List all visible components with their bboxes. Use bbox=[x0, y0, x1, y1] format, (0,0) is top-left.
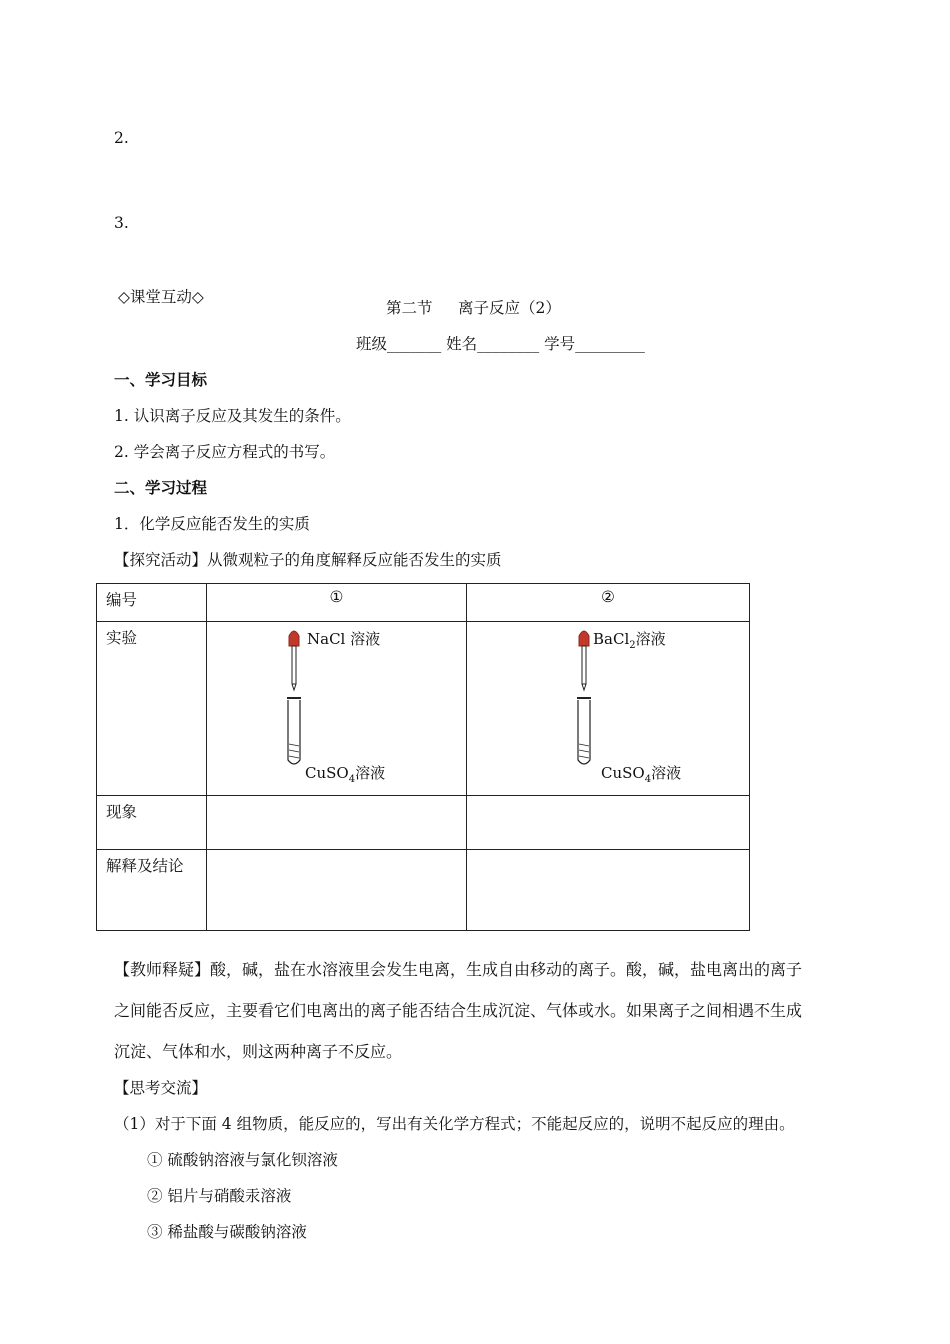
conclusion-1-cell bbox=[207, 850, 467, 931]
part2-subheading: 1．化学反应能否发生的实质 bbox=[114, 515, 310, 533]
activity-heading: 【探究活动】从微观粒子的角度解释反应能否发生的实质 bbox=[114, 551, 502, 569]
col-number-1: ① bbox=[207, 584, 467, 622]
student-info: 班级_______ 姓名________ 学号_________ bbox=[356, 335, 645, 353]
row-label-experiment: 实验 bbox=[97, 622, 207, 796]
phenomenon-1-cell bbox=[207, 796, 467, 850]
table-row bbox=[97, 622, 750, 796]
teacher-note-line-2: 之间能否反应，主要看它们电离出的离子能否结合生成沉淀、气体或水。如果离子之间相遇不生成 bbox=[114, 1001, 803, 1020]
experiment-2-cell bbox=[467, 622, 750, 796]
table-row bbox=[97, 850, 750, 931]
think-item-3: ③ 稀盐酸与碳酸钠溶液 bbox=[147, 1223, 307, 1241]
row-label-phenomenon: 现象 bbox=[97, 796, 207, 850]
section-marker: ◇课堂互动◇ bbox=[118, 288, 204, 306]
part2-heading: 二、学习过程 bbox=[114, 478, 208, 497]
page-title: 离子反应（2） bbox=[458, 299, 561, 317]
row-label-number: 编号 bbox=[97, 584, 207, 622]
think-item-2: ② 铝片与硝酸汞溶液 bbox=[147, 1187, 292, 1205]
table-row bbox=[97, 584, 750, 622]
phenomenon-2-cell bbox=[467, 796, 750, 850]
dropper-label-2: BaCl$_2$溶液 bbox=[593, 630, 666, 651]
think-heading: 【思考交流】 bbox=[114, 1079, 208, 1097]
teacher-note-line-3: 沉淀、气体和水，则这两种离子不反应。 bbox=[114, 1042, 403, 1061]
dropper-label-1: NaCl 溶液 bbox=[307, 630, 381, 648]
tube-label-1: CuSO$_4$溶液 bbox=[305, 764, 386, 785]
part1-heading: 一、学习目标 bbox=[114, 370, 208, 389]
col-number-2: ② bbox=[467, 584, 750, 622]
goal-item-1: 1. 认识离子反应及其发生的条件。 bbox=[114, 407, 351, 425]
think-item-1: ① 硫酸钠溶液与氯化钡溶液 bbox=[147, 1151, 338, 1169]
tube-label-2: CuSO$_4$溶液 bbox=[601, 764, 682, 785]
experiment-1-cell bbox=[207, 622, 467, 796]
section-number: 第二节 bbox=[386, 299, 433, 317]
table-row bbox=[97, 796, 750, 850]
dropper-and-tube-icon bbox=[279, 624, 309, 774]
conclusion-2-cell bbox=[467, 850, 750, 931]
goal-item-2: 2. 学会离子反应方程式的书写。 bbox=[114, 443, 336, 461]
experiment-table bbox=[96, 583, 750, 931]
item-number-2: 2. bbox=[114, 129, 129, 147]
think-question: （1）对于下面 4 组物质，能反应的，写出有关化学方程式；不能起反应的，说明不起反应的理由。 bbox=[114, 1115, 795, 1133]
teacher-note-line-1: 【教师释疑】酸，碱，盐在水溶液里会发生电离，生成自由移动的离子。酸，碱，盐电离出的离子 bbox=[114, 960, 803, 979]
item-number-3: 3. bbox=[114, 214, 129, 232]
row-label-conclusion: 解释及结论 bbox=[97, 850, 207, 931]
